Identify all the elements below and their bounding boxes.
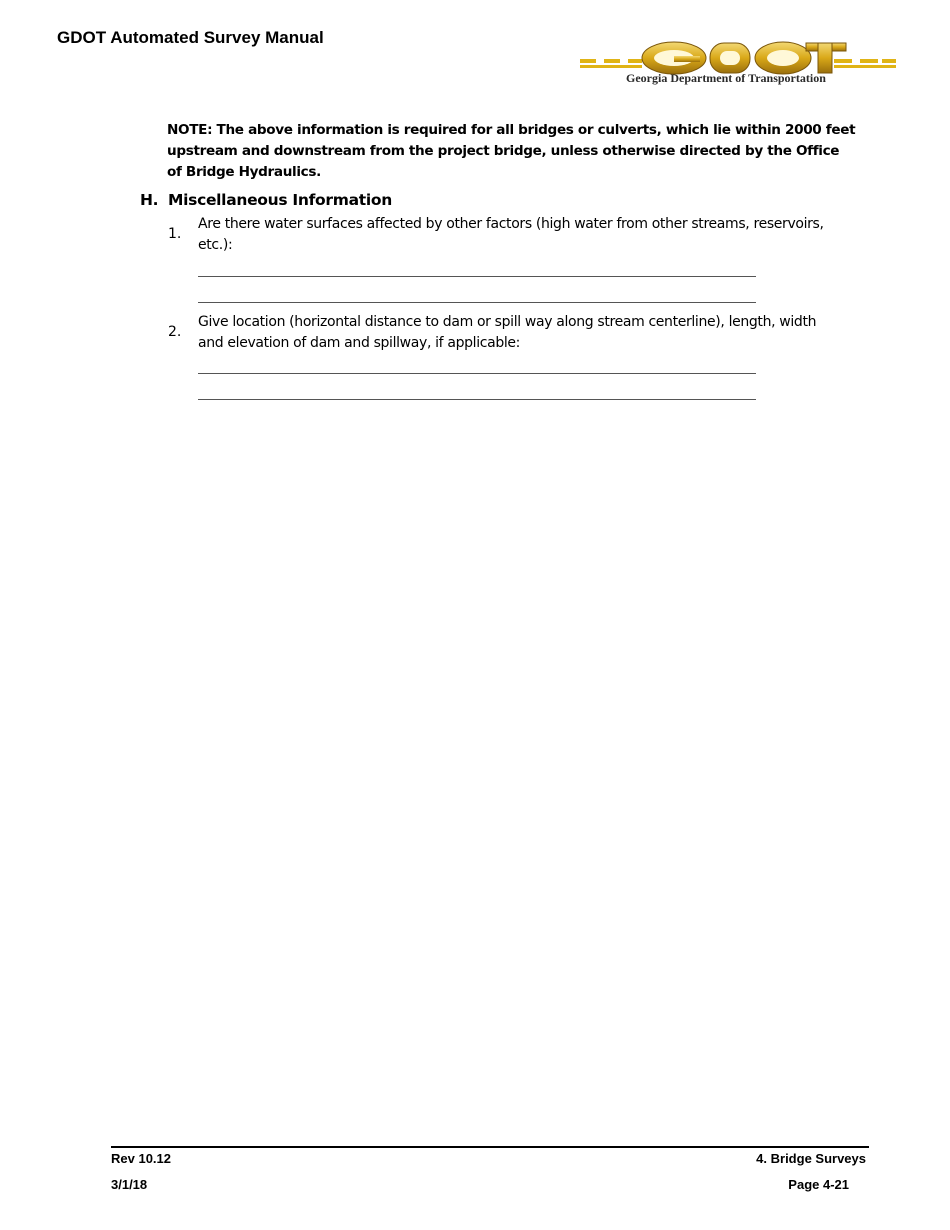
section-letter: H. [140, 191, 159, 209]
answer-line[interactable] [198, 373, 756, 374]
item-1-number: 1. [168, 226, 182, 242]
section-heading [140, 191, 392, 209]
item-2-text: Give location (horizontal distance to dam or spill way along stream centerline), length, width and elevation of dam and spillway, if applicable: [198, 314, 817, 351]
footer-page-number: Page 4-21 [788, 1177, 849, 1192]
manual-title: GDOT Automated Survey Manual [57, 28, 324, 47]
footer-revision: Rev 10.12 [111, 1151, 171, 1166]
item-1-text: Are there water surfaces affected by other factors (high water from other streams, reservoirs, etc.): [198, 216, 824, 253]
item-2-number: 2. [168, 324, 182, 340]
section-title: Miscellaneous Information [168, 191, 392, 209]
logo-caption: Georgia Department of Transportation [626, 71, 826, 85]
answer-line[interactable] [198, 302, 756, 303]
footer-chapter: 4. Bridge Surveys [756, 1151, 866, 1166]
footer-date: 3/1/18 [111, 1177, 148, 1192]
gdot-wordmark [642, 42, 846, 74]
answer-line[interactable] [198, 276, 756, 277]
answer-line[interactable] [198, 399, 756, 400]
footer-rule [111, 1146, 869, 1148]
note-paragraph: NOTE: The above information is required for all bridges or culverts, which lie within 2000 feet upstream and downstream from the project bridge, unless otherwise directed by the Office of Bridge Hydraulics. [167, 122, 856, 180]
